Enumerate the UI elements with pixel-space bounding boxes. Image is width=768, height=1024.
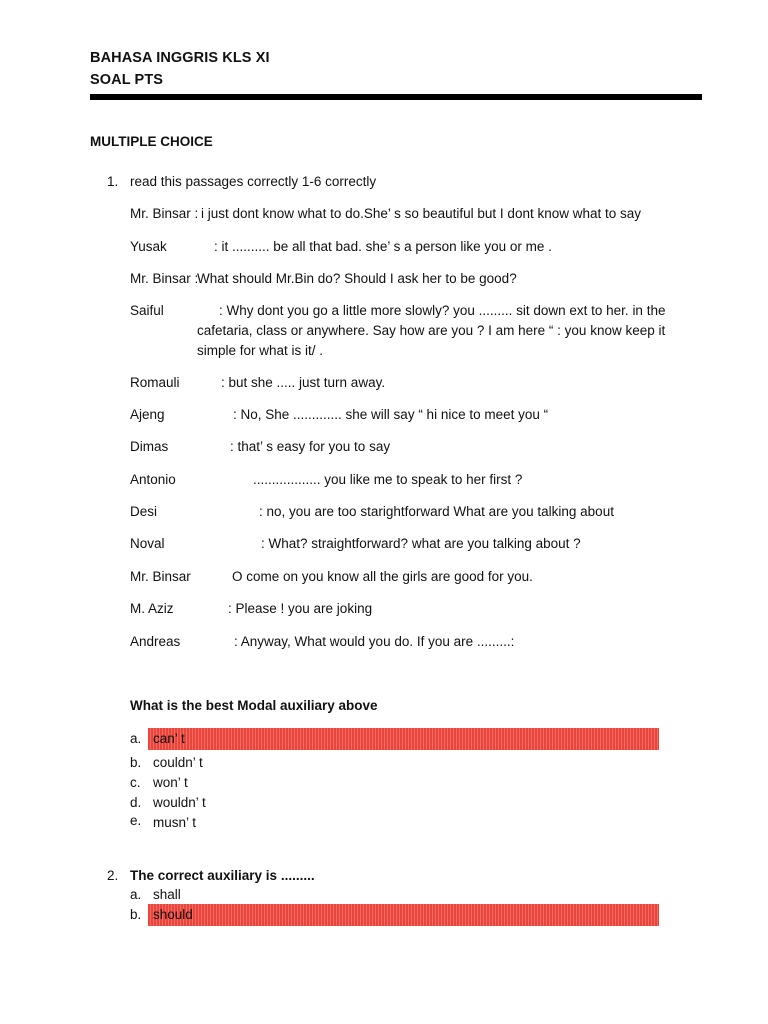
option-letter: a.: [130, 731, 142, 746]
answer-highlight: [148, 728, 659, 750]
option-letter: e.: [130, 813, 142, 828]
option-text: couldn’ t: [153, 755, 203, 770]
dialogue-line: : that’ s easy for you to say: [230, 439, 391, 454]
dialogue-speaker: Andreas: [130, 634, 181, 649]
header-rule: [90, 94, 702, 100]
dialogue-line: : What? straightforward? what are you talking about ?: [261, 536, 581, 551]
document-title: BAHASA INGGRIS KLS XI: [90, 50, 270, 66]
answer-highlight: [148, 904, 659, 926]
option-text: musn’ t: [153, 815, 197, 830]
option-letter: d.: [130, 795, 142, 810]
dialogue-speaker: Desi: [130, 504, 158, 519]
dialogue-line-continued: cafetaria, class or anywhere. Say how are you ? I am here “ : you know keep it: [197, 323, 666, 338]
dialogue-line: : Anyway, What would you do. If you are .........:: [234, 634, 515, 649]
dialogue-speaker: Mr. Binsar :: [130, 271, 199, 286]
option-text: wouldn’ t: [153, 795, 206, 810]
dialogue-line: What should Mr.Bin do? Should I ask her to be good?: [197, 271, 517, 286]
section-title: MULTIPLE CHOICE: [90, 134, 213, 149]
dialogue-line: : but she ..... just turn away.: [221, 375, 386, 390]
dialogue-line-continued: simple for what is it/ .: [197, 343, 324, 358]
dialogue-speaker: Ajeng: [130, 407, 165, 422]
dialogue-speaker: Dimas: [130, 439, 169, 454]
option-letter: b.: [130, 755, 142, 770]
question-2-number: 2.: [107, 868, 119, 883]
question-1-prompt: What is the best Modal auxiliary above: [130, 698, 378, 713]
dialogue-speaker: M. Aziz: [130, 601, 174, 616]
option-text: won’ t: [153, 775, 188, 790]
dialogue-line: i just dont know what to do.She’ s so beautiful but I dont know what to say: [201, 206, 642, 221]
dialogue-line: : Why dont you go a little more slowly? you ......... sit down ext to her. in the: [219, 303, 666, 318]
question-1-instruction: read this passages correctly 1-6 correctly: [130, 174, 377, 189]
option-text: shall: [153, 887, 181, 902]
dialogue-speaker: Saiful: [130, 303, 164, 318]
option-letter: b.: [130, 907, 142, 922]
option-letter: c.: [130, 775, 141, 790]
dialogue-line: : Please ! you are joking: [228, 601, 373, 616]
option-text: can’ t: [153, 731, 185, 746]
dialogue-speaker: Mr. Binsar :: [130, 206, 199, 221]
dialogue-speaker: Yusak: [130, 239, 167, 254]
document-subtitle: SOAL PTS: [90, 72, 164, 88]
question-1-number: 1.: [107, 174, 119, 189]
dialogue-line: : it .......... be all that bad. she’ s a person like you or me .: [214, 239, 552, 254]
dialogue-speaker: Noval: [130, 536, 165, 551]
option-text: should: [153, 907, 193, 922]
dialogue-line: : no, you are too starightforward What are you talking about: [259, 504, 614, 519]
option-letter: a.: [130, 887, 142, 902]
dialogue-line: .................. you like me to speak to her first ?: [253, 472, 523, 487]
dialogue-line: O come on you know all the girls are good for you.: [232, 569, 533, 584]
dialogue-speaker: Mr. Binsar: [130, 569, 191, 584]
question-2-prompt: The correct auxiliary is .........: [130, 868, 315, 883]
dialogue-line: : No, She ............. she will say “ hi nice to meet you “: [233, 407, 549, 422]
dialogue-speaker: Romauli: [130, 375, 180, 390]
dialogue-speaker: Antonio: [130, 472, 176, 487]
